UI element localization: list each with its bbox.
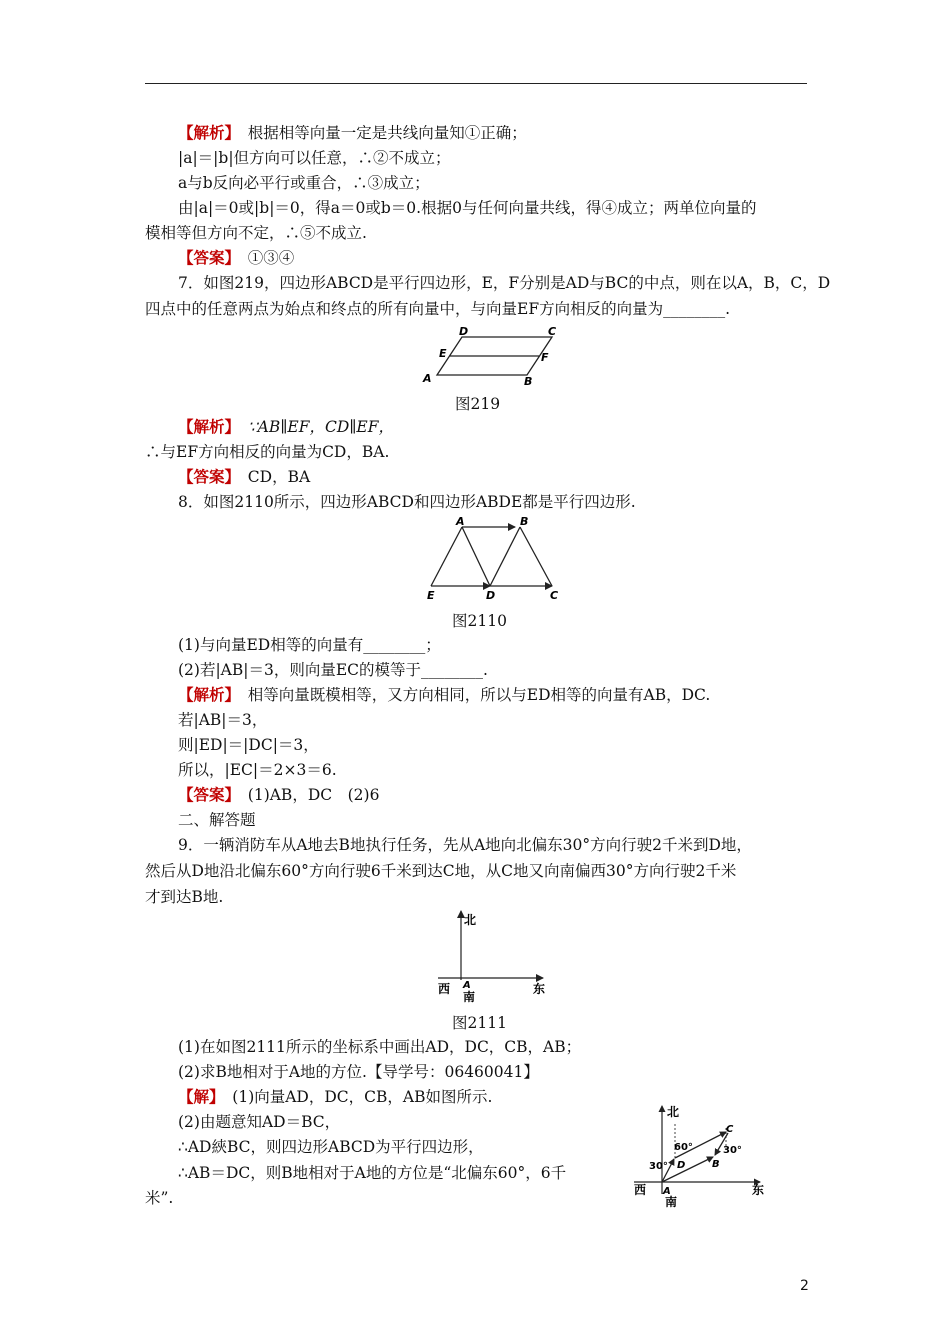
page-number: 2 (800, 1278, 809, 1294)
angle-30-label-c: 30° (723, 1145, 742, 1156)
figure-2110 (420, 515, 570, 603)
label-b: B (712, 1159, 720, 1170)
q9-stem-line1: 9．一辆消防车从A地去B地执行任务，先从A地向北偏东30°方向行驶2千米到D地， (178, 836, 752, 854)
q9-solution-line5: 米”. (145, 1189, 174, 1207)
q6-analysis-line4: 由|a|＝0或|b|＝0，得a＝0或b＝0.根据0与任何向量共线，得④成立；两单位向量的 (178, 199, 757, 217)
east-label: 东 (533, 982, 546, 996)
label-b: B (520, 515, 529, 528)
label-a: A (463, 980, 471, 991)
angle-30-label-a: 30° (649, 1161, 668, 1172)
figure-solution (632, 1102, 772, 1210)
q7-answer: 【答案】 CD，BA (178, 467, 311, 486)
q8-stem: 8．如图2110所示，四边形ABCD和四边形ABDE都是平行四边形. (178, 493, 636, 511)
q7-analysis-line1: 【解析】 ∵AB∥EF，CD∥EF， (178, 417, 394, 436)
figure-2110-caption: 图2110 (452, 612, 507, 630)
q8-part1: (1)与向量ED相等的向量有________； (178, 636, 441, 654)
q8-analysis-line2: 若|AB|＝3， (178, 711, 268, 729)
label-c: C (726, 1124, 734, 1135)
label-c: C (548, 325, 557, 338)
label-a: A (423, 372, 432, 385)
label-c: C (550, 589, 559, 602)
q7-analysis-line2: ∴与EF方向相反的向量为CD，BA. (145, 443, 390, 461)
q6-analysis-line3: a与b反向必平行或重合，∴③成立； (178, 174, 430, 192)
q8-answer: 【答案】 (1)AB，DC (2)6 (178, 785, 380, 804)
analysis-tag: 【解析】 (178, 123, 233, 142)
vector-ab (662, 1157, 713, 1182)
west-label: 西 (438, 982, 451, 996)
q9-part1: (1)在如图2111所示的坐标系中画出AD，DC，CB，AB； (178, 1038, 582, 1056)
east-label: 东 (752, 1183, 765, 1197)
west-label: 西 (634, 1183, 647, 1197)
segment-ad (462, 527, 490, 586)
q9-stem-line2: 然后从D地沿北偏东60°方向行驶6千米到达C地，从C地又向南偏西30°方向行驶2千米 (145, 862, 737, 880)
q7-stem-line1: 7．如图219，四边形ABCD是平行四边形，E，F分别是AD与BC的中点，则在以A，B，C，D (178, 274, 831, 292)
q8-analysis-line4: 所以，|EC|＝2×3＝6. (178, 761, 337, 779)
figure-2111-caption: 图2111 (452, 1014, 507, 1032)
q9-solution-line1: 【解】 (1)向量AD，DC，CB，AB如图所示. (178, 1087, 493, 1106)
q6-analysis-line1: 【解析】 根据相等向量一定是共线向量知①正确； (178, 123, 527, 142)
q9-solution-line4: ∴AB＝DC，则B地相对于A地的方位是“北偏东60°，6千 (178, 1164, 567, 1182)
q8-analysis-line3: 则|ED|＝|DC|＝3， (178, 736, 319, 754)
label-e: E (439, 347, 447, 360)
q6-analysis-line2: |a|＝|b|但方向可以任意，∴②不成立； (178, 149, 451, 167)
segment-bc (520, 527, 552, 586)
label-e: E (427, 589, 435, 602)
label-a: A (663, 1186, 671, 1197)
q8-part2: (2)若|AB|＝3，则向量EC的模等于________. (178, 661, 488, 679)
q7-stem-line2: 四点中的任意两点为始点和终点的所有向量中，与向量EF方向相反的向量为________. (145, 300, 730, 318)
label-d: D (459, 325, 469, 338)
q6-answer: 【答案】 ①③④ (178, 248, 295, 267)
south-label: 南 (463, 990, 476, 1003)
q9-solution-line2: (2)由题意知AD＝BC， (178, 1113, 341, 1131)
header-rule (145, 83, 807, 84)
label-f: F (541, 351, 549, 364)
q6-analysis-line5: 模相等但方向不定，∴⑤不成立. (145, 224, 367, 242)
figure-2111 (435, 908, 555, 1003)
figure-219 (420, 325, 570, 387)
label-b: B (524, 375, 533, 387)
south-label: 南 (665, 1195, 678, 1209)
segment-bd (490, 527, 520, 586)
section-heading: 二、解答题 (178, 811, 256, 829)
label-d: D (677, 1160, 686, 1171)
figure-219-caption: 图219 (455, 395, 501, 413)
north-label: 北 (667, 1105, 680, 1119)
q9-stem-line3: 才到达B地. (145, 888, 224, 906)
q9-part2: (2)求B地相对于A地的方位.【导学号：06460041】 (178, 1063, 539, 1081)
north-label: 北 (464, 913, 477, 927)
q8-analysis-line1: 【解析】 相等向量既模相等，又方向相同，所以与ED相等的向量有AB，DC. (178, 685, 711, 704)
q9-solution-line3: ∴AD綊BC，则四边形ABCD为平行四边形， (178, 1138, 484, 1156)
angle-60-label: 60° (674, 1142, 693, 1153)
label-a: A (456, 515, 465, 528)
label-d: D (486, 589, 496, 602)
segment-ae (431, 527, 462, 586)
